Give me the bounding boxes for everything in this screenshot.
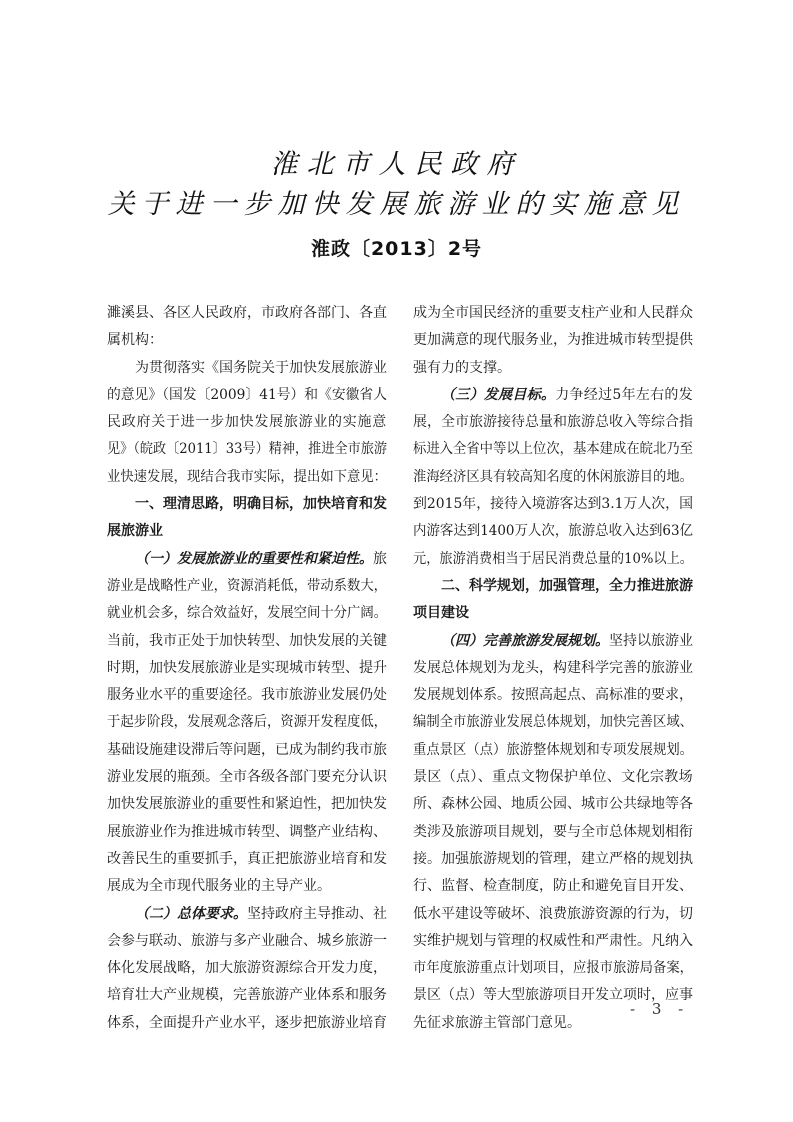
- text-line: 实维护规划与管理的权威性和严肃性。凡纳入: [413, 932, 693, 949]
- text-line: 景区（点）等大型旅游项目开发立项时，应事: [413, 987, 693, 1004]
- section-heading-line: 项目建设: [413, 605, 469, 622]
- text-line: 属机构：: [107, 332, 163, 349]
- text-line: 接。加强旅游规划的管理，建立严格的规划执: [413, 850, 693, 867]
- text-line: 标进入全省中等以上位次，基本建成在皖北乃至: [413, 441, 693, 458]
- text-line: 行、监督、检查制度，防止和避免盲目开发、: [413, 878, 693, 895]
- text-line: 展成为全市现代服务业的主导产业。: [107, 878, 331, 895]
- text-span: 坚持政府主导推动、社: [247, 905, 387, 922]
- text-line: 培育壮大产业规模，完善旅游产业体系和服务: [107, 987, 387, 1004]
- text-line: 业快速发展，现结合我市实际，提出如下意见：: [107, 468, 387, 485]
- document-title: 关于进一步加快发展旅游业的实施意见: [107, 189, 686, 220]
- text-line: 内游客达到1400万人次，旅游总收入达到63亿: [413, 523, 693, 540]
- text-line: 重点景区（点）旅游整体规划和专项发展规划。: [413, 741, 693, 758]
- issuer-title: 淮北市人民政府: [270, 149, 523, 180]
- subsection-heading: （二）总体要求。: [135, 905, 247, 922]
- text-line: 发展总体规划为龙头，构建科学完善的旅游业: [413, 659, 693, 676]
- text-line: 到2015年，接待入境游客达到3.1万人次，国: [413, 496, 693, 513]
- subsection-heading: （一）发展旅游业的重要性和紧迫性。: [135, 550, 373, 567]
- text-line: 低水平建设等破坏、浪费旅游资源的行为，切: [413, 905, 693, 922]
- text-line: 于起步阶段，发展观念落后，资源开发程度低，: [107, 714, 387, 731]
- text-line: 体系，全面提升产业水平，逐步把旅游业培育: [107, 1014, 387, 1031]
- page-number: - 3 -: [630, 1000, 690, 1018]
- text-line: 更加满意的现代服务业，为推进城市转型提供: [413, 332, 693, 349]
- text-line: 元，旅游消费相当于居民消费总量的10%以上。: [413, 550, 693, 567]
- text-line: 时期，加快发展旅游业是实现城市转型、提升: [107, 659, 387, 676]
- text-line: 民政府关于进一步加快发展旅游业的实施意: [107, 414, 387, 431]
- text-line: 淮海经济区具有较高知名度的休闲旅游目的地。: [413, 468, 693, 485]
- text-line: 强有力的支撑。: [413, 359, 511, 376]
- text-line: 景区（点）、重点文物保护单位、文化宗教场: [413, 769, 693, 786]
- left-column: [107, 300, 387, 1037]
- text-line: 的意见》（国发〔2009〕41号）和《安徽省人: [107, 386, 387, 403]
- text-span: 坚持以旅游业: [609, 632, 693, 649]
- text-line: 濉溪县、各区人民政府，市政府各部门、各直: [107, 305, 387, 321]
- text-line: [107, 901, 387, 928]
- text-line: [413, 628, 693, 655]
- text-line: 基础设施建设滞后等问题，已成为制约我市旅: [107, 741, 387, 758]
- right-column: [413, 300, 693, 1037]
- text-line: 加快发展旅游业的重要性和紧迫性，把加快发: [107, 796, 387, 813]
- text-line: 类涉及旅游项目规划，要与全市总体规划相衔: [413, 823, 693, 840]
- text-line: 展，全市旅游接待总量和旅游总收入等综合指: [413, 414, 693, 431]
- document-number: 淮政〔2013〕2号: [310, 238, 483, 260]
- text-line: 市年度旅游重点计划项目，应报市旅游局备案，: [413, 960, 693, 977]
- text-line: 会参与联动、旅游与多产业融合、城乡旅游一: [107, 932, 387, 949]
- text-line: 发展规划体系。按照高起点、高标准的要求，: [413, 687, 693, 704]
- text-line: 改善民生的重要抓手，真正把旅游业培育和发: [107, 850, 387, 867]
- text-line: 所、森林公园、地质公园、城市公共绿地等各: [413, 796, 693, 813]
- text-line: [107, 546, 387, 573]
- text-span: 力争经过5年左右的发: [555, 386, 693, 403]
- subsection-heading: （三）发展目标。: [441, 386, 556, 403]
- text-line: [413, 382, 693, 409]
- text-line: 当前，我市正处于加快转型、加快发展的关键: [107, 632, 387, 649]
- text-line: 编制全市旅游业发展总体规划，加快完善区域、: [413, 714, 693, 731]
- text-line: 就业机会多，综合效益好，发展空间十分广阔。: [107, 605, 387, 622]
- text-line: 为贯彻落实《国务院关于加快发展旅游业: [135, 359, 387, 376]
- subsection-heading: （四）完善旅游发展规划。: [441, 632, 609, 649]
- text-span: 旅: [373, 550, 387, 567]
- text-line: 见》（皖政〔2011〕33号）精神，推进全市旅游: [107, 441, 387, 458]
- text-line: 游业发展的瓶颈。全市各级各部门要充分认识: [107, 769, 387, 786]
- section-heading-line: 二、科学规划，加强管理，全力推进旅游: [441, 577, 693, 594]
- text-line: 游业是战略性产业，资源消耗低，带动系数大，: [107, 577, 387, 594]
- text-line: 成为全市国民经济的重要支柱产业和人民群众: [413, 305, 693, 321]
- section-heading-line: 一、理清思路，明确目标，加快培育和发: [135, 496, 387, 513]
- text-line: 体化发展战略，加大旅游资源综合开发力度，: [107, 960, 387, 977]
- text-line: 先征求旅游主管部门意见。: [413, 1014, 581, 1031]
- text-line: 展旅游业作为推进城市转型、调整产业结构、: [107, 823, 387, 840]
- text-line: 服务业水平的重要途径。我市旅游业发展仍处: [107, 687, 387, 704]
- section-heading-line: 展旅游业: [107, 523, 163, 540]
